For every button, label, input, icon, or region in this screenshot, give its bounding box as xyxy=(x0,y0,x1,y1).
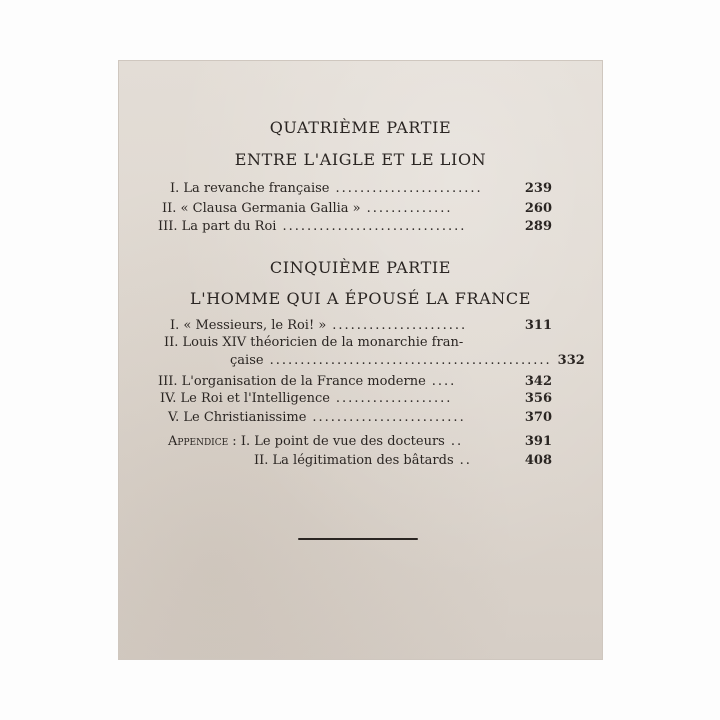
toc-entry xyxy=(158,374,552,390)
toc-entry xyxy=(158,219,552,235)
toc-entry-label: II. « Clausa Germania Gallia » xyxy=(162,201,361,216)
toc-entry-page: 342 xyxy=(524,374,552,389)
toc-entry xyxy=(160,391,552,407)
toc-entry xyxy=(170,318,552,334)
appendix-entry xyxy=(168,434,552,450)
toc-entry xyxy=(164,335,552,351)
toc-entry-page: 260 xyxy=(524,201,552,216)
toc-entry-leader: .. xyxy=(450,434,464,449)
toc-entry-page: 239 xyxy=(524,181,552,196)
toc-entry-continuation xyxy=(230,353,585,369)
appendix-prefix-label: Appendice xyxy=(168,434,229,449)
book-page xyxy=(118,60,603,660)
toc-entry-leader: .. xyxy=(459,453,472,468)
toc-entry xyxy=(162,201,552,217)
toc-entry-page: 370 xyxy=(524,410,552,425)
toc-entry-leader: ........................ xyxy=(335,181,483,196)
toc-entry-label: I. La revanche française xyxy=(170,181,330,196)
toc-entry-page: 356 xyxy=(524,391,552,406)
toc-entry-label: II. Louis XIV théoricien de la monarchie fran- xyxy=(164,335,464,350)
toc-entry-leader: .............................................. xyxy=(269,353,552,368)
toc-entry xyxy=(170,181,552,197)
part-five-subtitle: L'HOMME QUI A ÉPOUSÉ LA FRANCE xyxy=(190,289,531,308)
toc-entry-leader: ...................... xyxy=(332,318,468,333)
toc-entry-page: 311 xyxy=(524,318,552,333)
toc-entry-page: 391 xyxy=(524,434,552,449)
toc-entry-leader: ................... xyxy=(335,391,453,406)
appendix-separator: : xyxy=(228,434,241,449)
toc-entry xyxy=(168,410,552,426)
toc-entry-page: 289 xyxy=(524,219,552,234)
closing-rule xyxy=(298,538,418,540)
toc-entry-label: III. L'organisation de la France moderne xyxy=(158,374,426,389)
toc-entry-label: IV. Le Roi et l'Intelligence xyxy=(160,391,330,406)
toc-entry-label: II. La légitimation des bâtards xyxy=(254,453,454,468)
toc-entry-leader: .... xyxy=(431,374,457,389)
appendix-entry xyxy=(254,453,552,469)
toc-entry-label: çaise xyxy=(230,353,264,368)
part-four-subtitle: ENTRE L'AIGLE ET LE LION xyxy=(234,150,487,169)
toc-entry-leader: ......................... xyxy=(312,410,466,425)
toc-entry-page: 408 xyxy=(524,453,552,468)
part-five-title: CINQUIÈME PARTIE xyxy=(269,258,452,277)
toc-entry-page: 332 xyxy=(557,353,585,368)
toc-entry-label: III. La part du Roi xyxy=(158,219,277,234)
toc-entry-label: I. « Messieurs, le Roi! » xyxy=(170,318,327,333)
appendix-prefix xyxy=(168,434,445,450)
part-four-title: QUATRIÈME PARTIE xyxy=(269,118,452,137)
toc-entry-leader: .............. xyxy=(366,201,453,216)
toc-entry-leader: .............................. xyxy=(282,219,467,234)
toc-entry-label: V. Le Christianissime xyxy=(168,410,307,425)
toc-entry-label: I. Le point de vue des docteurs xyxy=(240,434,445,449)
